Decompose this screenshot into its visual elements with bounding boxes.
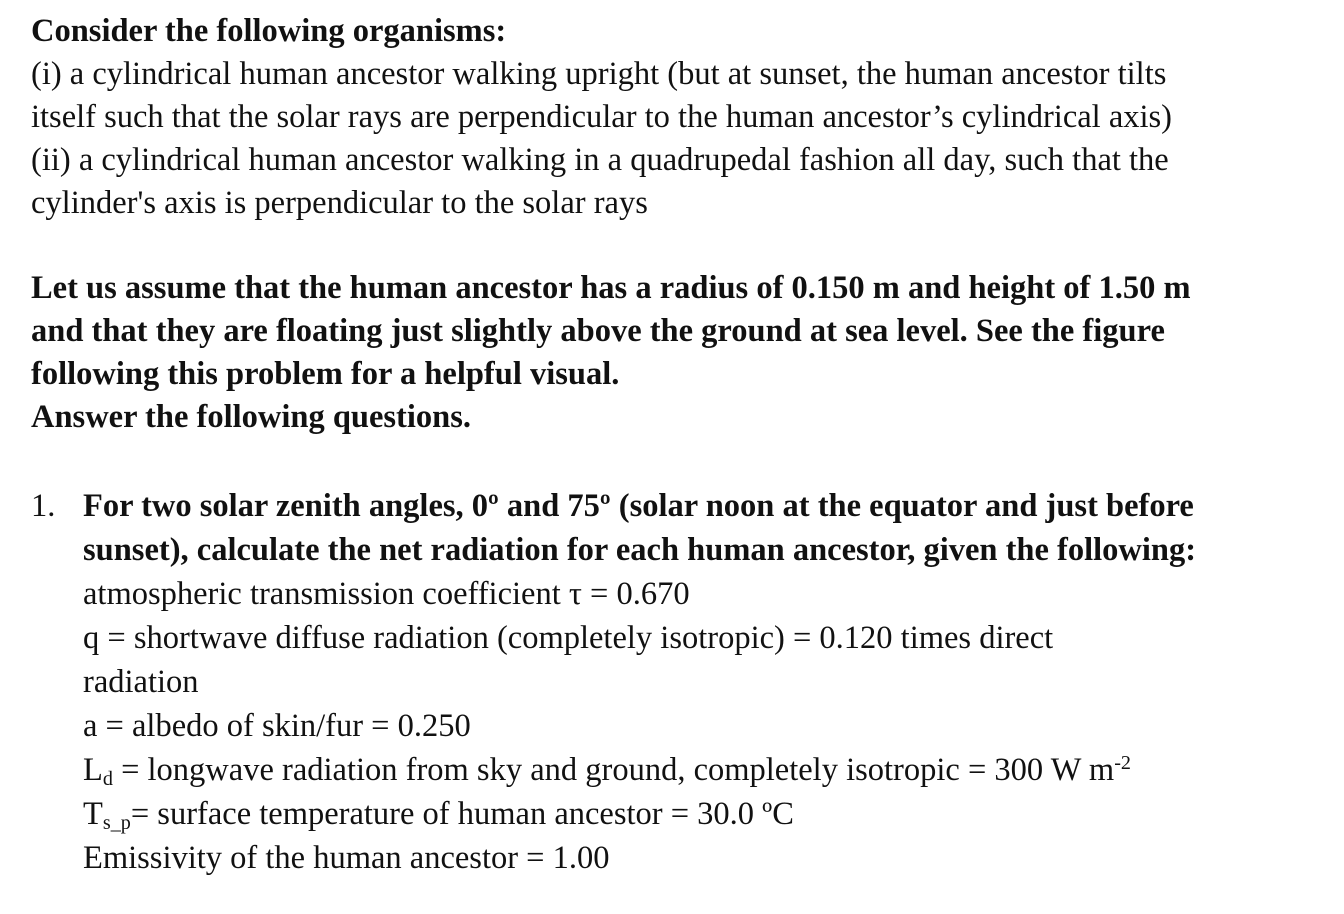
question-1 xyxy=(83,484,1196,880)
ld-symbol: L xyxy=(83,752,103,788)
question-number: 1. xyxy=(31,488,56,524)
organism-line: itself such that the solar rays are perpendicular to the human ancestor’s cylindrical axis) xyxy=(31,99,1173,135)
question-text-line: sunset), calculate the net radiation for each human ancestor, given the following: xyxy=(83,532,1197,568)
q-parameter-continued: radiation xyxy=(83,664,199,700)
ld-subscript: d xyxy=(102,768,113,791)
organism-line: cylinder's axis is perpendicular to the solar rays xyxy=(31,185,648,221)
tau-parameter: atmospheric transmission coefficient τ = 0.670 xyxy=(83,576,690,612)
emissivity-parameter: Emissivity of the human ancestor = 1.00 xyxy=(83,840,610,876)
assumption-line: Let us assume that the human ancestor has a radius of 0.150 m and height of 1.50 m xyxy=(31,270,1191,306)
ts-subscript: s_p xyxy=(102,812,131,835)
ts-symbol: T xyxy=(83,796,103,832)
ld-superscript: -2 xyxy=(1114,751,1131,774)
organisms-heading: Consider the following organisms: xyxy=(31,13,507,49)
ts-text: = surface temperature of human ancestor = 30.0 ºC xyxy=(130,796,794,832)
answer-instruction: Answer the following questions. xyxy=(31,399,472,435)
assumption-line: and that they are floating just slightly above the ground at sea level. See the figure xyxy=(31,313,1165,349)
surface-temperature-parameter xyxy=(83,792,1196,836)
assumption-paragraph xyxy=(31,267,1191,439)
organisms-paragraph xyxy=(31,10,1172,225)
assumption-line: following this problem for a helpful visual. xyxy=(31,356,620,392)
longwave-parameter xyxy=(83,748,1196,792)
q-parameter: q = shortwave diffuse radiation (completely isotropic) = 0.120 times direct xyxy=(83,620,1054,656)
organism-line: (ii) a cylindrical human ancestor walking in a quadrupedal fashion all day, such that the xyxy=(31,142,1169,178)
albedo-parameter: a = albedo of skin/fur = 0.250 xyxy=(83,708,471,744)
question-text-line: For two solar zenith angles, 0º and 75º (solar noon at the equator and just before xyxy=(83,488,1194,524)
ld-text: = longwave radiation from sky and ground, completely isotropic = 300 W m xyxy=(112,752,1115,788)
organism-line: (i) a cylindrical human ancestor walking upright (but at sunset, the human ancestor tilts xyxy=(31,56,1167,92)
